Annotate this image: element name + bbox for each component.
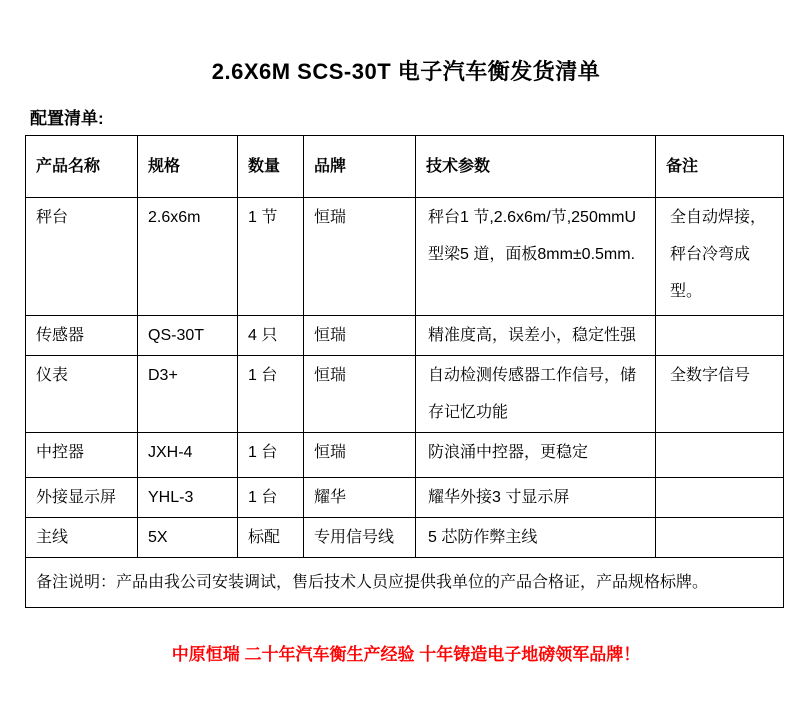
cell-params: 防浪涌中控器，更稳定 — [416, 433, 656, 478]
table-footnote-row — [26, 558, 784, 608]
page-title: 2.6X6M SCS-30T 电子汽车衡发货清单 — [211, 59, 601, 84]
table-row — [26, 518, 784, 558]
cell-remark: 全自动焊接，秤台冷弯成型。 — [656, 198, 784, 316]
cell-product-name: 仪表 — [26, 356, 138, 433]
cell-spec: QS-30T — [138, 316, 238, 356]
table-row — [26, 198, 784, 316]
cell-spec: D3+ — [138, 356, 238, 433]
cell-spec: YHL-3 — [138, 478, 238, 518]
cell-brand: 恒瑞 — [304, 316, 416, 356]
cell-params: 精准度高，误差小，稳定性强 — [416, 316, 656, 356]
cell-remark — [656, 433, 784, 478]
cell-spec: 2.6x6m — [138, 198, 238, 316]
cell-product-name: 秤台 — [26, 198, 138, 316]
footnote-text: 备注说明：产品由我公司安装调试，售后技术人员应提供我单位的产品合格证，产品规格标牌。 — [26, 558, 784, 608]
cell-spec: 5X — [138, 518, 238, 558]
cell-product-name: 传感器 — [26, 316, 138, 356]
col-header-product-name: 产品名称 — [26, 136, 138, 198]
cell-qty: 1 节 — [238, 198, 304, 316]
cell-remark — [656, 518, 784, 558]
table-row — [26, 433, 784, 478]
cell-params: 5 芯防作弊主线 — [416, 518, 656, 558]
cell-brand: 专用信号线 — [304, 518, 416, 558]
col-header-params: 技术参数 — [416, 136, 656, 198]
table-row — [26, 316, 784, 356]
col-header-remark: 备注 — [656, 136, 784, 198]
cell-remark — [656, 316, 784, 356]
footer-slogan: 中原恒瑞 二十年汽车衡生产经验 十年铸造电子地磅领军品牌！ — [171, 645, 641, 664]
cell-brand: 耀华 — [304, 478, 416, 518]
cell-product-name: 主线 — [26, 518, 138, 558]
cell-brand: 恒瑞 — [304, 356, 416, 433]
cell-qty: 1 台 — [238, 478, 304, 518]
config-table — [25, 135, 784, 608]
col-header-qty: 数量 — [238, 136, 304, 198]
config-list-label: 配置清单: — [30, 109, 104, 128]
col-header-brand: 品牌 — [304, 136, 416, 198]
cell-qty: 4 只 — [238, 316, 304, 356]
table-row — [26, 356, 784, 433]
cell-qty: 标配 — [238, 518, 304, 558]
cell-qty: 1 台 — [238, 356, 304, 433]
table-header-row — [26, 136, 784, 198]
table-row — [26, 478, 784, 518]
cell-remark — [656, 478, 784, 518]
cell-product-name: 中控器 — [26, 433, 138, 478]
cell-params: 自动检测传感器工作信号，储存记忆功能 — [416, 356, 656, 433]
cell-qty: 1 台 — [238, 433, 304, 478]
cell-product-name: 外接显示屏 — [26, 478, 138, 518]
cell-spec: JXH-4 — [138, 433, 238, 478]
col-header-spec: 规格 — [138, 136, 238, 198]
cell-brand: 恒瑞 — [304, 433, 416, 478]
cell-params: 耀华外接3 寸显示屏 — [416, 478, 656, 518]
cell-params: 秤台1 节,2.6x6m/节,250mmU型梁5 道，面板8mm±0.5mm. — [416, 198, 656, 316]
cell-brand: 恒瑞 — [304, 198, 416, 316]
cell-remark: 全数字信号 — [656, 356, 784, 433]
